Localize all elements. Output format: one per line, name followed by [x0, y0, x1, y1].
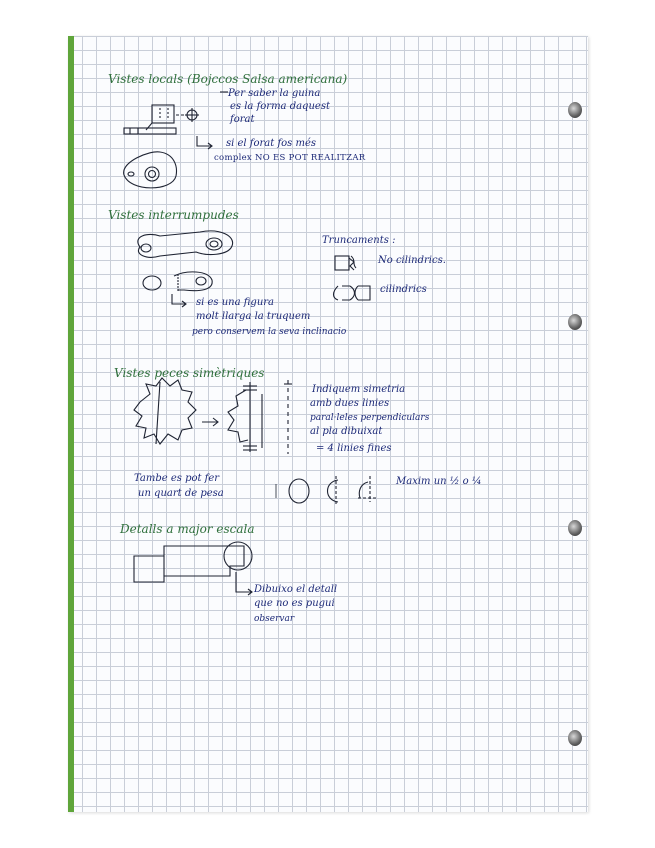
section-heading-vistes-simetriques: Vistes peces simètriques [114, 366, 265, 380]
note-line: = 4 linies fines [316, 443, 392, 454]
note-line: Dibuixo el detall [254, 584, 338, 595]
symmetric-piece-sketch [134, 378, 196, 444]
detail-part-sketch [134, 546, 244, 582]
truncament-no-cilindrics: No cilindrics. [378, 255, 446, 266]
note-line: paral·leles perpendiculars [310, 413, 430, 423]
note-line: Indiquem simetria [312, 384, 406, 395]
note-line: observar [254, 614, 295, 624]
max-note: Maxim un ½ o ¼ [396, 476, 482, 487]
truncament-cilindrics: cilindrics [380, 284, 427, 295]
note-line: es la forma daquest [230, 101, 330, 112]
section-heading-vistes-locals: Vistes locals (Bojccos Salsa americana) [108, 72, 348, 86]
truncament-cylinder-symbol [334, 286, 351, 300]
note-line: amb dues linies [310, 398, 390, 409]
section-heading-detalls: Detalls a major escala [120, 522, 255, 536]
truncament-flat-symbol [335, 256, 349, 270]
note-line: pero conservem la seva inclinacio [192, 327, 347, 337]
note-line: si es una figura [196, 297, 275, 308]
note-line: Per saber la guina [228, 88, 321, 99]
note-line: forat [230, 114, 255, 125]
short-piece-sketch [143, 276, 161, 290]
arrow-hook-icon [197, 136, 212, 149]
note-line: complex NO ES POT REALITZAR [214, 153, 366, 163]
truncaments-title: Truncaments : [322, 235, 396, 246]
arrow-right-icon [202, 418, 218, 426]
arrow-hook-icon [172, 294, 186, 307]
flat-bar-sketch [124, 128, 176, 134]
note-line: molt llarga la truquem [196, 311, 311, 322]
note-line: si el forat fos més [226, 138, 317, 149]
bracket-sketch [152, 105, 174, 123]
note-line: un quart de pesa [138, 488, 224, 499]
half-piece-sketch [228, 390, 248, 442]
arrow-hook-icon [236, 572, 252, 595]
rounded-part-sketch [124, 152, 177, 188]
note-line: al pla dibuixat [310, 426, 383, 437]
note-line: que no es pugui [254, 598, 335, 609]
section-heading-vistes-interrumpudes: Vistes interrumpudes [108, 208, 239, 222]
quarter-circle-sketch [359, 482, 368, 498]
note-line: Tambe es pot fer [134, 473, 220, 484]
full-circle-sketch [289, 479, 309, 503]
